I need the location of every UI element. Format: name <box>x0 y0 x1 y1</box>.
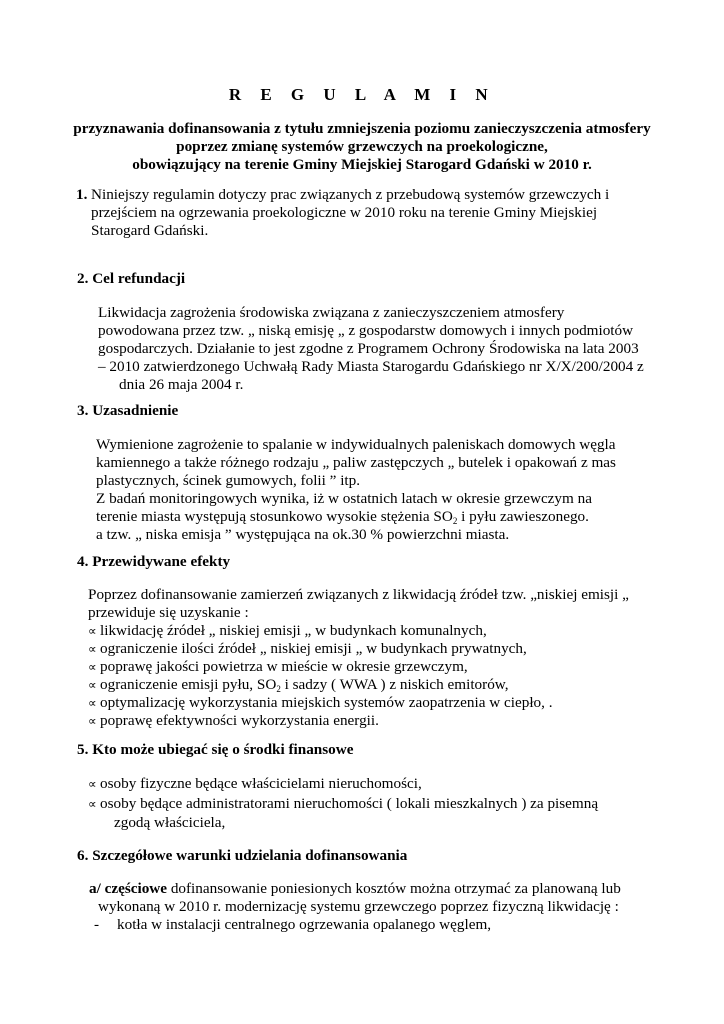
section-4-bullet: ∝ ograniczenie ilości źródeł „ niskiej emisji „ w budynkach prywatnych, <box>88 640 527 657</box>
section-4-intro: Poprzez dofinansowanie zamierzeń związanych z likwidacją źródeł tzw. „niskiej emisji „ <box>88 586 629 603</box>
section-2-line: gospodarczych. Działanie to jest zgodne z Programem Ochrony Środowiska na lata 2003 <box>98 340 639 357</box>
section-6-dash: - <box>94 916 100 933</box>
section-3-line: plastycznych, ścinek gumowych, folii ” itp. <box>96 472 361 489</box>
bullet-icon: ∝ <box>88 797 97 811</box>
section-6-dash-item: kotła w instalacji centralnego ogrzewania opalanego węglem, <box>117 916 492 933</box>
section-2-line: powodowana przez tzw. „ niską emisję „ z gospodarstw domowych i innych podmiotów <box>98 322 634 339</box>
section-4-bullet: ∝ poprawę efektywności wykorzystania energii. <box>88 712 379 729</box>
section-1-line: Starogard Gdański. <box>91 222 209 239</box>
section-5-bullet: ∝ osoby fizyczne będące właścicielami nieruchomości, <box>88 775 422 792</box>
section-5-heading: 5. Kto może ubiegać się o środki finansowe <box>77 741 354 758</box>
section-4-intro: przewiduje się uzyskanie : <box>88 604 249 621</box>
section-2-line: dnia 26 maja 2004 r. <box>119 376 244 393</box>
section-3-line: Wymienione zagrożenie to spalanie w indywidualnych paleniskach domowych węgla <box>96 436 616 453</box>
section-6-a-line: wykonaną w 2010 r. modernizację systemu grzewczego poprzez fizyczną likwidację : <box>98 898 619 915</box>
section-1-line: Niniejszy regulamin dotyczy prac związanych z przebudową systemów grzewczych i <box>91 186 610 203</box>
section-3-line-so2: terenie miasta występują stosunkowo wysokie stężenia SO2 i pyłu zawieszonego. <box>96 508 589 526</box>
section-6-heading: 6. Szczegółowe warunki udzielania dofinansowania <box>77 847 408 864</box>
bullet-icon: ∝ <box>88 777 97 791</box>
section-1-line: przejściem na ogrzewania proekologiczne w 2010 roku na terenie Gminy Miejskiej <box>91 204 598 221</box>
page-title: R E G U L A M I N <box>228 85 496 104</box>
bullet-icon: ∝ <box>88 714 97 728</box>
bullet-icon: ∝ <box>88 660 97 674</box>
section-5-bullet: ∝ osoby będące administratorami nieruchomości ( lokali mieszkalnych ) za pisemną <box>88 795 599 812</box>
section-4-bullet: ∝ optymalizację wykorzystania miejskich systemów zaopatrzenia w ciepło, . <box>88 694 553 711</box>
section-3-line: kamiennego a także różnego rodzaju „ paliw zastępczych „ butelek i opakowań z mas <box>96 454 616 471</box>
section-2-line: – 2010 zatwierdzonego Uchwałą Rady Miasta Starogardu Gdańskiego nr X/X/200/2004 z <box>98 358 644 375</box>
subtitle-line-3: obowiązujący na terenie Gminy Miejskiej Starogard Gdański w 2010 r. <box>132 156 592 173</box>
subtitle-line-1: przyznawania dofinansowania z tytułu zmniejszenia poziomu zanieczyszczenia atmosfery <box>73 120 651 137</box>
section-4-bullet: ∝ likwidację źródeł „ niskiej emisji „ w budynkach komunalnych, <box>88 622 487 639</box>
section-1-number: 1. <box>76 186 88 203</box>
section-3-heading: 3. Uzasadnienie <box>77 402 179 419</box>
bullet-icon: ∝ <box>88 624 97 638</box>
bullet-icon: ∝ <box>88 678 97 692</box>
section-2-line: Likwidacja zagrożenia środowiska związana z zanieczyszczeniem atmosfery <box>98 304 565 321</box>
section-5-continuation: zgodą właściciela, <box>114 814 226 831</box>
section-6-a: a/ częściowe dofinansowanie poniesionych kosztów można otrzymać za planowaną lub <box>89 880 621 897</box>
section-4-bullet: ∝ poprawę jakości powietrza w mieście w okresie grzewczym, <box>88 658 468 675</box>
section-3-line: Z badań monitoringowych wynika, iż w ostatnich latach w okresie grzewczym na <box>96 490 592 507</box>
bullet-icon: ∝ <box>88 642 97 656</box>
section-4-bullet: ∝ ograniczenie emisji pyłu, SO2 i sadzy ( WWA ) z niskich emitorów, <box>88 676 509 694</box>
section-3-line: a tzw. „ niska emisja ” występująca na ok.30 % powierzchni miasta. <box>96 526 510 543</box>
section-2-heading: 2. Cel refundacji <box>77 270 186 287</box>
bullet-icon: ∝ <box>88 696 97 710</box>
section-4-heading: 4. Przewidywane efekty <box>77 553 231 570</box>
subtitle-line-2: poprzez zmianę systemów grzewczych na proekologiczne, <box>176 138 548 155</box>
